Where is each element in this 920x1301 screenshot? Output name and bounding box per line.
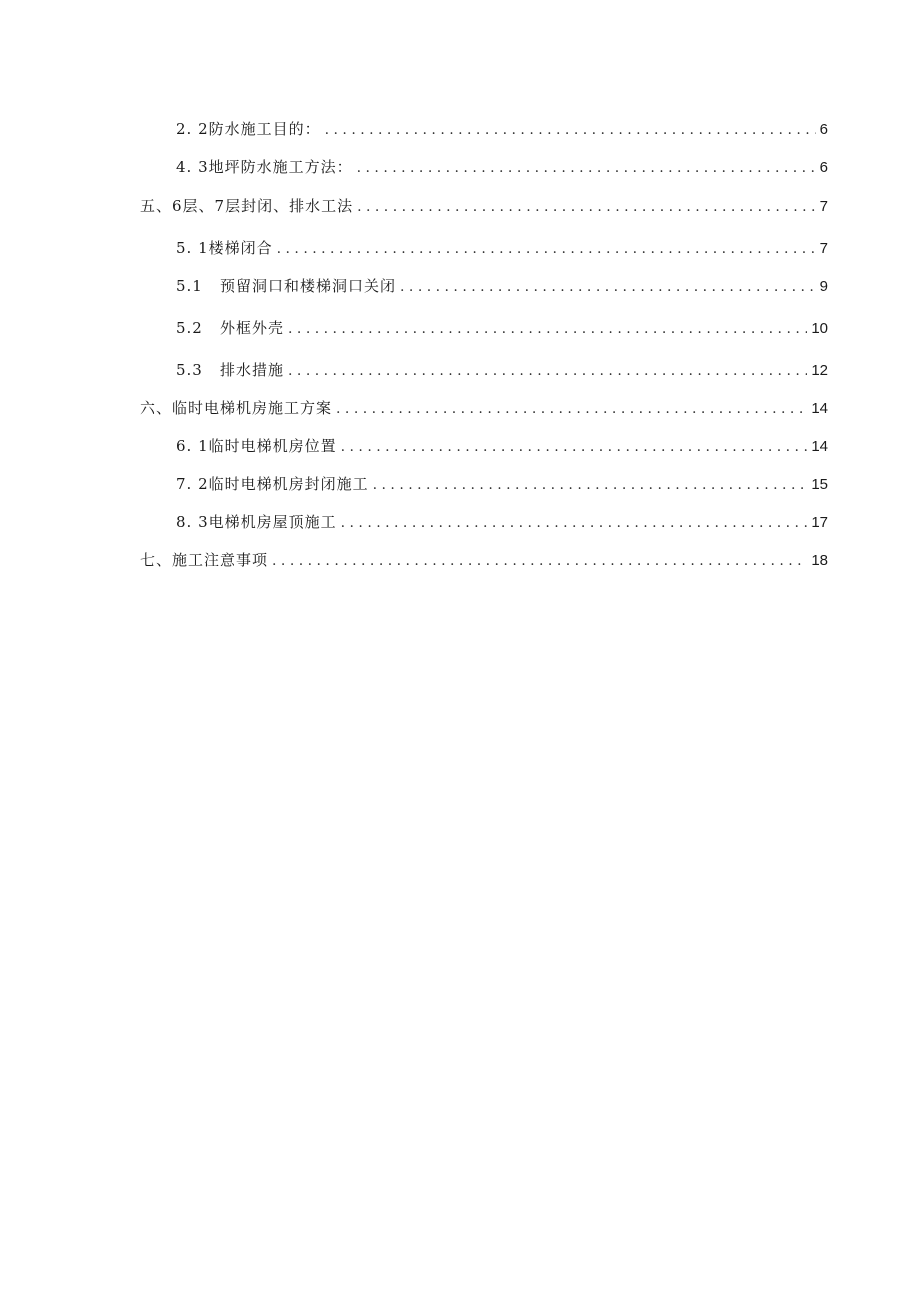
toc-entry[interactable] [176,157,828,178]
toc-leader-dots [400,277,816,297]
toc-entry[interactable] [140,398,828,419]
toc-entry-page: 7 [819,240,828,257]
toc-entry-title: 预留洞口和楼梯洞口关闭 [220,277,397,295]
toc-leader-dots [357,197,816,217]
toc-entry-label: 8. 3电梯机房屋顶施工 [176,513,337,531]
toc-entry-label [176,276,396,296]
toc-entry-page: 18 [811,552,828,569]
toc-leader-dots [288,361,807,381]
toc-entry-label: 5. 1楼梯闭合 [176,239,273,257]
toc-entry[interactable] [140,550,828,571]
toc-entry[interactable] [176,276,828,297]
toc-leader-dots [325,120,816,140]
toc-entry-page: 15 [811,476,828,493]
toc-entry-number: 5.3 [176,361,203,379]
toc-leader-dots [336,399,807,419]
toc-entry[interactable] [176,436,828,457]
toc-leader-dots [277,239,816,259]
toc-entry-page: 6 [819,121,828,138]
toc-entry-page: 12 [811,362,828,379]
toc-entry-label: 七、施工注意事项 [140,551,269,569]
toc-entry-page: 17 [811,514,828,531]
toc-entry-label: 4. 3地坪防水施工方法： [176,158,353,176]
toc-entry-label: 6. 1临时电梯机房位置 [176,437,337,455]
toc-entry-label: 7. 2临时电梯机房封闭施工 [176,475,369,493]
toc-entry-number: 5.2 [176,319,203,337]
toc-entry[interactable] [176,474,828,495]
toc-leader-dots [341,513,808,533]
toc-entry-page: 9 [819,278,828,295]
toc-entry-page: 14 [811,438,828,455]
toc-leader-dots [288,319,807,339]
toc-entry-page: 7 [819,198,828,215]
toc-entry[interactable] [176,360,828,381]
toc-entry[interactable] [176,238,828,259]
toc-leader-dots [272,551,807,571]
toc-entry[interactable] [140,196,828,217]
toc-entry-title: 排水措施 [220,361,285,379]
toc-entry-label [176,318,284,338]
toc-entry[interactable] [176,119,828,140]
toc-entry-page: 10 [811,320,828,337]
toc-entry-label: 五、6层、7层封闭、排水工法 [140,197,354,215]
toc-entry-number: 5.1 [176,277,203,295]
toc-leader-dots [357,158,816,178]
toc-entry-page: 6 [819,159,828,176]
toc-leader-dots [341,437,808,457]
toc-entry-label: 2. 2防水施工目的： [176,120,321,138]
toc-entry[interactable] [176,318,828,339]
toc-entry-label [176,360,284,380]
toc-entry-title: 外框外壳 [220,319,285,337]
toc-entry[interactable] [176,512,828,533]
toc-leader-dots [373,475,808,495]
toc-entry-page: 14 [811,400,828,417]
toc-entry-label: 六、临时电梯机房施工方案 [140,399,333,417]
